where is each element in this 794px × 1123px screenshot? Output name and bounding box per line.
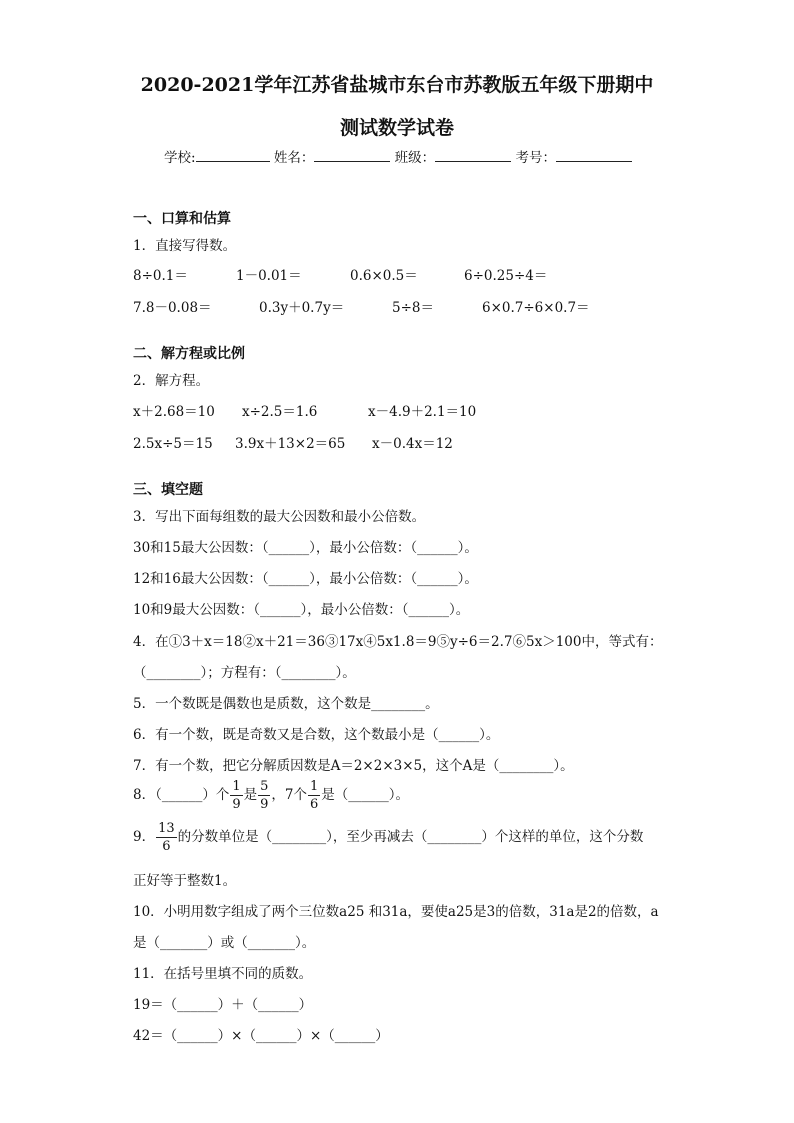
q2-equation: x－0.4x＝12 (372, 436, 453, 452)
q6: 6．有一个数，既是奇数又是合数，这个数最小是（______）。 (133, 727, 500, 743)
q3-line: 30和15最大公因数：（______），最小公倍数：（______）。 (133, 540, 478, 556)
number-label: 考号： (515, 150, 556, 166)
class-label: 班级： (394, 150, 436, 166)
exam-title-line-2: 测试数学试卷 (339, 117, 454, 139)
q4-line-2: （________）；方程有：（________）。 (133, 665, 356, 681)
fraction-5-9: $\frac{5}{9}$ (260, 779, 269, 812)
q10-line-1: 10．小明用数字组成了两个三位数a25 和31a，要使a25是3的倍数，31a是2的倍数，a (133, 904, 659, 920)
q11-line-1: 19＝（______）＋（______） (133, 997, 313, 1013)
q9-line-1 (133, 822, 643, 853)
q2-equation: x－4.9＋2.1＝10 (368, 404, 477, 420)
q10-line-2: 是（_______）或（_______）。 (133, 935, 316, 951)
q3-stem: 3．写出下面每组数的最大公因数和最小公倍数。 (133, 509, 426, 525)
q1-item: 1－0.01＝ (236, 268, 302, 284)
q1-item: 5÷8＝ (392, 300, 434, 316)
q5: 5．一个数既是偶数也是质数，这个数是________。 (133, 696, 439, 712)
q9-prefix: 9． (133, 829, 156, 845)
q1-stem: 1．直接写得数。 (133, 238, 237, 254)
q3-line: 12和16最大公因数：（______），最小公倍数：（______）。 (133, 571, 478, 587)
q2-equation: 2.5x÷5＝15 (133, 436, 213, 452)
q1-item: 0.3y＋0.7y＝ (259, 300, 345, 316)
fraction-1-9: $\frac{1}{9}$ (232, 779, 241, 812)
q2-equation: 3.9x＋13×2＝65 (235, 436, 346, 452)
q7: 7．有一个数，把它分解质因数是A＝2×2×3×5，这个A是（________）。 (133, 758, 574, 774)
exam-title-line-1: 2020-2021学年江苏省盐城市东台市苏教版五年级下册期中 (140, 74, 654, 96)
q1-item: 6÷0.25÷4＝ (464, 268, 548, 284)
q2-stem: 2．解方程。 (133, 373, 210, 389)
name-label: 姓名： (273, 150, 315, 166)
school-blank[interactable] (196, 149, 270, 162)
section-heading-1: 一、口算和估算 (133, 211, 231, 227)
q1-item: 0.6×0.5＝ (350, 268, 418, 284)
q3-line: 10和9最大公因数：（______），最小公倍数：（______）。 (133, 602, 470, 618)
q8-suffix: 是（______）。 (321, 787, 410, 803)
fraction-13-6: $\frac{13}{6}$ (158, 821, 175, 854)
number-blank[interactable] (556, 149, 632, 162)
class-blank[interactable] (435, 149, 511, 162)
q8-mid-2: ，7个 (271, 787, 307, 803)
section-heading-3: 三、填空题 (133, 482, 203, 498)
q1-item: 7.8－0.08＝ (133, 300, 212, 316)
q8-prefix: 8．（______）个 (133, 787, 230, 803)
q2-equation: x÷2.5＝1.6 (242, 404, 318, 420)
student-info-row (164, 146, 632, 166)
q1-item: 8÷0.1＝ (133, 268, 188, 284)
q1-item: 6×0.7÷6×0.7＝ (482, 300, 590, 316)
q9-line-2: 正好等于整数1。 (133, 873, 237, 889)
fraction-1-6: $\frac{1}{6}$ (310, 779, 319, 812)
q11-stem: 11．在括号里填不同的质数。 (133, 966, 313, 982)
name-blank[interactable] (314, 149, 390, 162)
q9-rest: 的分数单位是（________），至少再减去（________）个这样的单位，这个分数 (177, 829, 644, 845)
q11-line-2: 42＝（______）×（______）×（______） (133, 1028, 389, 1044)
q4-line-1: 4．在①3＋x＝18②x＋21＝36③17x④5x1.8＝9⑤y÷6＝2.7⑥5x＞100中，等式有： (133, 634, 663, 650)
section-heading-2: 二、解方程或比例 (133, 346, 245, 362)
q2-equation: x＋2.68＝10 (133, 404, 215, 420)
q8-mid-1: 是 (243, 787, 258, 803)
school-label: 学校: (164, 150, 196, 166)
q8 (133, 780, 409, 811)
